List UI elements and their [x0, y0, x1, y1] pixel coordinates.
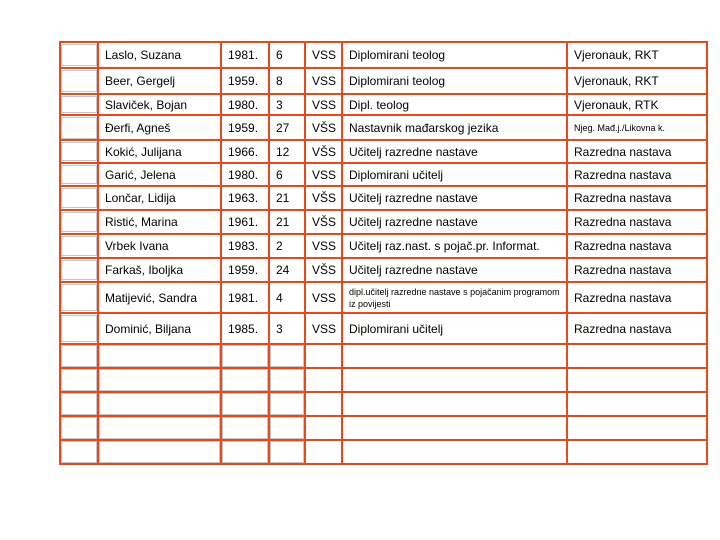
empty-cell [269, 416, 305, 440]
row-marker-cell [60, 163, 98, 186]
empty-cell [98, 440, 221, 464]
staff-table [59, 41, 708, 465]
row-marker-cell [60, 115, 98, 140]
qualification-level-cell: VSS [305, 234, 342, 258]
title-cell: Diplomirani teolog [342, 68, 567, 94]
empty-cell [98, 344, 221, 368]
subject-cell: Razredna nastava [567, 163, 707, 186]
qualification-level-cell: VSS [305, 313, 342, 344]
subject-cell: Vjeronauk, RKT [567, 68, 707, 94]
experience-cell: 6 [269, 163, 305, 186]
empty-cell [567, 440, 707, 464]
empty-cell [98, 392, 221, 416]
title-cell: Učitelj razredne nastave [342, 258, 567, 282]
qualification-level-cell: VŠS [305, 258, 342, 282]
empty-cell [342, 440, 567, 464]
empty-cell [305, 344, 342, 368]
name-cell: Lončar, Lidija [98, 186, 221, 210]
table-row [60, 282, 707, 313]
name-cell: Garić, Jelena [98, 163, 221, 186]
empty-cell [60, 440, 98, 464]
empty-cell [221, 416, 269, 440]
empty-cell [567, 416, 707, 440]
name-cell: Matijević, Sandra [98, 282, 221, 313]
birth-year-cell: 1981. [221, 42, 269, 68]
empty-cell [567, 344, 707, 368]
title-cell: Učitelj razredne nastave [342, 186, 567, 210]
empty-row [60, 344, 707, 368]
name-cell: Dominić, Biljana [98, 313, 221, 344]
subject-cell: Razredna nastava [567, 186, 707, 210]
qualification-level-cell: VŠS [305, 115, 342, 140]
experience-cell: 21 [269, 210, 305, 234]
name-cell: Slaviček, Bojan [98, 94, 221, 115]
empty-row [60, 392, 707, 416]
birth-year-cell: 1981. [221, 282, 269, 313]
qualification-level-cell: VSS [305, 163, 342, 186]
empty-cell [567, 392, 707, 416]
name-cell: Farkaš, Iboljka [98, 258, 221, 282]
title-cell: Dipl. teolog [342, 94, 567, 115]
empty-row [60, 368, 707, 392]
birth-year-cell: 1963. [221, 186, 269, 210]
subject-cell: Razredna nastava [567, 258, 707, 282]
empty-cell [60, 392, 98, 416]
subject-cell: Razredna nastava [567, 234, 707, 258]
table-row [60, 210, 707, 234]
empty-cell [221, 440, 269, 464]
row-marker-cell [60, 140, 98, 163]
experience-cell: 24 [269, 258, 305, 282]
experience-cell: 8 [269, 68, 305, 94]
name-cell: Kokić, Julijana [98, 140, 221, 163]
qualification-level-cell: VSS [305, 68, 342, 94]
experience-cell: 27 [269, 115, 305, 140]
empty-cell [269, 440, 305, 464]
empty-cell [60, 416, 98, 440]
row-marker-cell [60, 258, 98, 282]
table-row [60, 68, 707, 94]
row-marker-cell [60, 68, 98, 94]
empty-cell [305, 392, 342, 416]
row-marker-cell [60, 210, 98, 234]
birth-year-cell: 1966. [221, 140, 269, 163]
birth-year-cell: 1959. [221, 115, 269, 140]
empty-cell [98, 416, 221, 440]
empty-cell [342, 392, 567, 416]
subject-cell: Razredna nastava [567, 210, 707, 234]
birth-year-cell: 1980. [221, 163, 269, 186]
birth-year-cell: 1980. [221, 94, 269, 115]
empty-cell [305, 368, 342, 392]
empty-cell [567, 368, 707, 392]
empty-cell [60, 368, 98, 392]
empty-cell [221, 368, 269, 392]
row-marker-cell [60, 282, 98, 313]
row-marker-cell [60, 42, 98, 68]
qualification-level-cell: VŠS [305, 186, 342, 210]
experience-cell: 12 [269, 140, 305, 163]
row-marker-cell [60, 186, 98, 210]
empty-cell [221, 392, 269, 416]
name-cell: Vrbek Ivana [98, 234, 221, 258]
qualification-level-cell: VSS [305, 282, 342, 313]
empty-cell [342, 344, 567, 368]
birth-year-cell: 1983. [221, 234, 269, 258]
experience-cell: 21 [269, 186, 305, 210]
subject-cell: Njeg. Mađ.j./Likovna k. [567, 115, 707, 140]
qualification-level-cell: VŠS [305, 140, 342, 163]
birth-year-cell: 1959. [221, 258, 269, 282]
empty-cell [221, 344, 269, 368]
table-row [60, 115, 707, 140]
table-row [60, 163, 707, 186]
table-row [60, 140, 707, 163]
table-row [60, 313, 707, 344]
birth-year-cell: 1959. [221, 68, 269, 94]
subject-cell: Razredna nastava [567, 313, 707, 344]
table-row [60, 94, 707, 115]
title-cell: Diplomirani učitelj [342, 313, 567, 344]
empty-cell [305, 416, 342, 440]
table-row [60, 234, 707, 258]
table-row [60, 258, 707, 282]
subject-cell: Razredna nastava [567, 282, 707, 313]
experience-cell: 3 [269, 313, 305, 344]
table-row [60, 42, 707, 68]
empty-cell [60, 344, 98, 368]
experience-cell: 4 [269, 282, 305, 313]
row-marker-cell [60, 94, 98, 115]
birth-year-cell: 1985. [221, 313, 269, 344]
qualification-level-cell: VSS [305, 42, 342, 68]
empty-cell [269, 392, 305, 416]
empty-cell [305, 440, 342, 464]
qualification-level-cell: VŠS [305, 210, 342, 234]
empty-cell [269, 344, 305, 368]
title-cell: Učitelj razredne nastave [342, 210, 567, 234]
table-row [60, 186, 707, 210]
subject-cell: Vjeronauk, RKT [567, 42, 707, 68]
experience-cell: 2 [269, 234, 305, 258]
title-cell: Diplomirani teolog [342, 42, 567, 68]
empty-cell [269, 368, 305, 392]
subject-cell: Razredna nastava [567, 140, 707, 163]
experience-cell: 6 [269, 42, 305, 68]
empty-row [60, 440, 707, 464]
title-cell: Nastavnik mađarskog jezika [342, 115, 567, 140]
title-cell: dipl.učitelj razredne nastave s pojačanim programom iz povijesti [342, 282, 567, 313]
empty-cell [342, 368, 567, 392]
empty-cell [98, 368, 221, 392]
subject-cell: Vjeronauk, RTK [567, 94, 707, 115]
birth-year-cell: 1961. [221, 210, 269, 234]
empty-cell [342, 416, 567, 440]
title-cell: Učitelj raz.nast. s pojač.pr. Informat. [342, 234, 567, 258]
experience-cell: 3 [269, 94, 305, 115]
qualification-level-cell: VSS [305, 94, 342, 115]
name-cell: Đerfi, Agneš [98, 115, 221, 140]
title-cell: Učitelj razredne nastave [342, 140, 567, 163]
title-cell: Diplomirani učitelj [342, 163, 567, 186]
row-marker-cell [60, 313, 98, 344]
name-cell: Beer, Gergelj [98, 68, 221, 94]
name-cell: Ristić, Marina [98, 210, 221, 234]
row-marker-cell [60, 234, 98, 258]
empty-row [60, 416, 707, 440]
name-cell: Laslo, Suzana [98, 42, 221, 68]
